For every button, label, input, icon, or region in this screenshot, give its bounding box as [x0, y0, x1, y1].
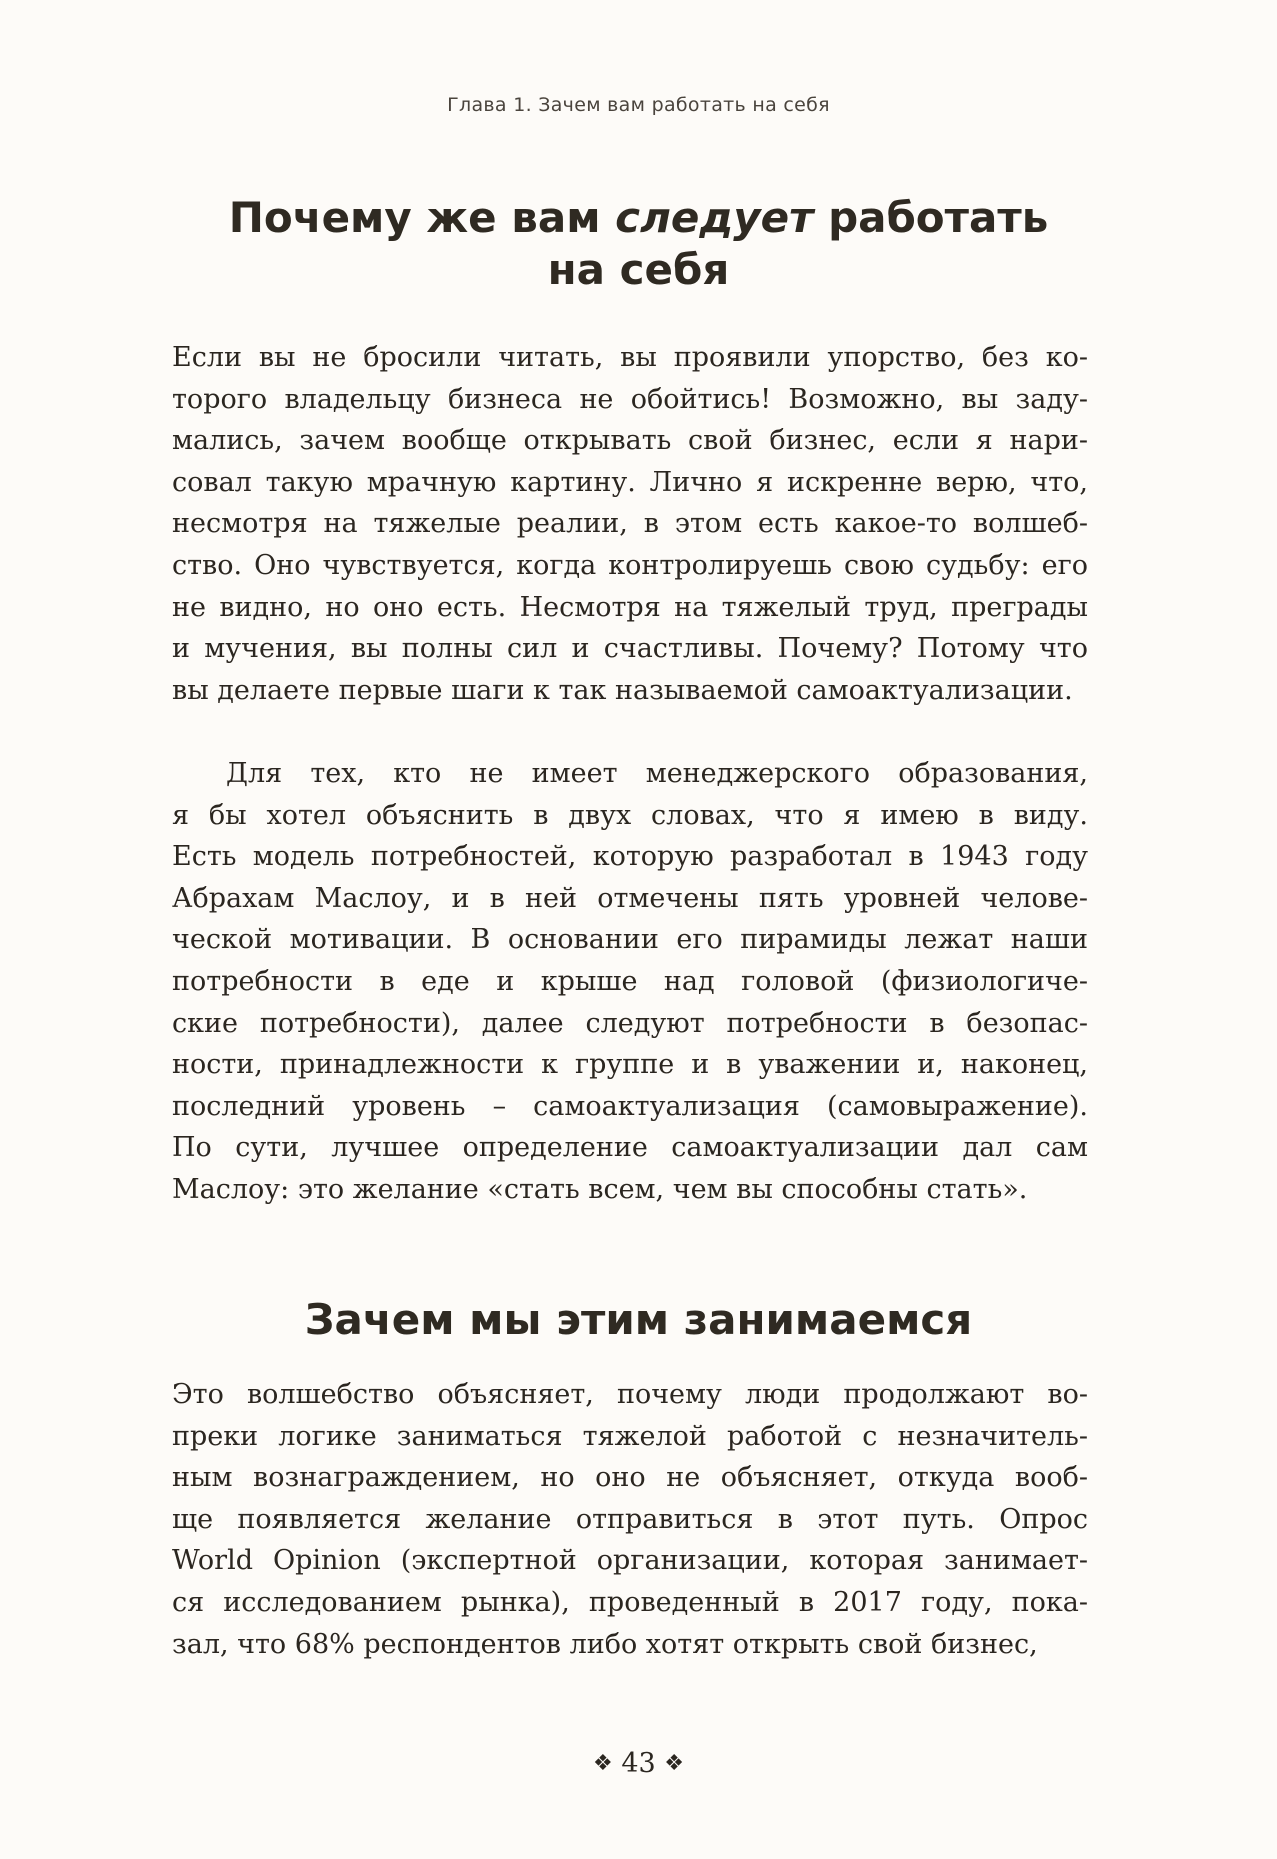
text-line: Если вы не бросили читать, вы проявили упорство, без ко-	[172, 342, 1088, 373]
text-line: торого владельцу бизнеса не обойтись! Возможно, вы заду-	[172, 383, 1088, 415]
text-line: Для тех, кто не имеет менеджерского образования,	[226, 758, 1088, 789]
text-line: вы делаете первые шаги к так называемой самоактуализации.	[172, 674, 1073, 706]
text-line: ще появляется желание отправиться в этот путь. Опрос	[172, 1503, 1088, 1535]
text-line: не видно, но оно есть. Несмотря на тяжелый труд, преграды	[172, 591, 1088, 623]
running-head: Глава 1. Зачем вам работать на себя	[447, 94, 830, 116]
section-title-why-we-do-this: Зачем мы этим занимаемся	[304, 1295, 973, 1344]
text-line: ские потребности), далее следуют потребности в безопас-	[172, 1007, 1088, 1039]
text-line: Маслоу: это желание «стать всем, чем вы способны стать».	[172, 1173, 1028, 1205]
text-line: потребности в еде и крыше над головой (физиологиче-	[172, 965, 1088, 997]
title-line-2: на себя	[547, 245, 730, 294]
text-line: преки логике заниматься тяжелой работой с незначитель-	[172, 1420, 1088, 1452]
page-number: 43	[621, 1748, 656, 1779]
ornament-diamond-icon: ❖	[592, 1751, 613, 1776]
title-part-2: работать	[813, 193, 1049, 242]
ornament-diamond-icon: ❖	[664, 1751, 684, 1776]
title-part-1: Почему же вам	[228, 193, 616, 242]
text-line: Абрахам Маслоу, и в ней отмечены пять уровней челове-	[172, 882, 1088, 914]
text-line: ным вознаграждением, но оно не объясняет, откуда вооб-	[172, 1462, 1088, 1494]
text-line: ся исследованием рынка), проведенный в 2017 году, пока-	[172, 1586, 1088, 1618]
text-line: последний уровень – самоактуализация (самовыражение).	[172, 1090, 1088, 1122]
page-number-footer	[0, 1748, 1277, 1779]
paragraph-2	[172, 753, 1088, 1211]
text-line: я бы хотел объяснить в двух словах, что я имею в виду.	[172, 799, 1088, 831]
text-line: ности, принадлежности к группе и в уважении и, наконец,	[172, 1049, 1088, 1081]
text-line: ство. Оно чувствуется, когда контролируешь свою судьбу: его	[172, 549, 1088, 581]
section-title-why-work-for-yourself	[140, 192, 1137, 296]
text-line: совал такую мрачную картину. Лично я искренне верю, что,	[172, 466, 1088, 498]
text-line: World Opinion (экспертной организации, которая занимает-	[172, 1545, 1088, 1577]
title-emphasis: следует	[615, 193, 814, 242]
text-line: несмотря на тяжелые реалии, в этом есть какое-то волшеб-	[172, 508, 1088, 540]
text-line: Есть модель потребностей, которую разработал в 1943 году	[172, 841, 1088, 873]
text-line: и мучения, вы полны сил и счастливы. Почему? Потому что	[172, 633, 1088, 665]
paragraph-3	[172, 1374, 1088, 1665]
text-line: Это волшебство объясняет, почему люди продолжают во-	[172, 1379, 1088, 1410]
text-line: зал, что 68% респондентов либо хотят открыть свой бизнес,	[172, 1628, 1038, 1660]
text-line: По сути, лучшее определение самоактуализации дал сам	[172, 1132, 1088, 1164]
text-line: мались, зачем вообще открывать свой бизнес, если я нари-	[172, 425, 1088, 457]
paragraph-1	[172, 337, 1088, 711]
text-line: ческой мотивации. В основании его пирамиды лежат наши	[172, 924, 1088, 956]
